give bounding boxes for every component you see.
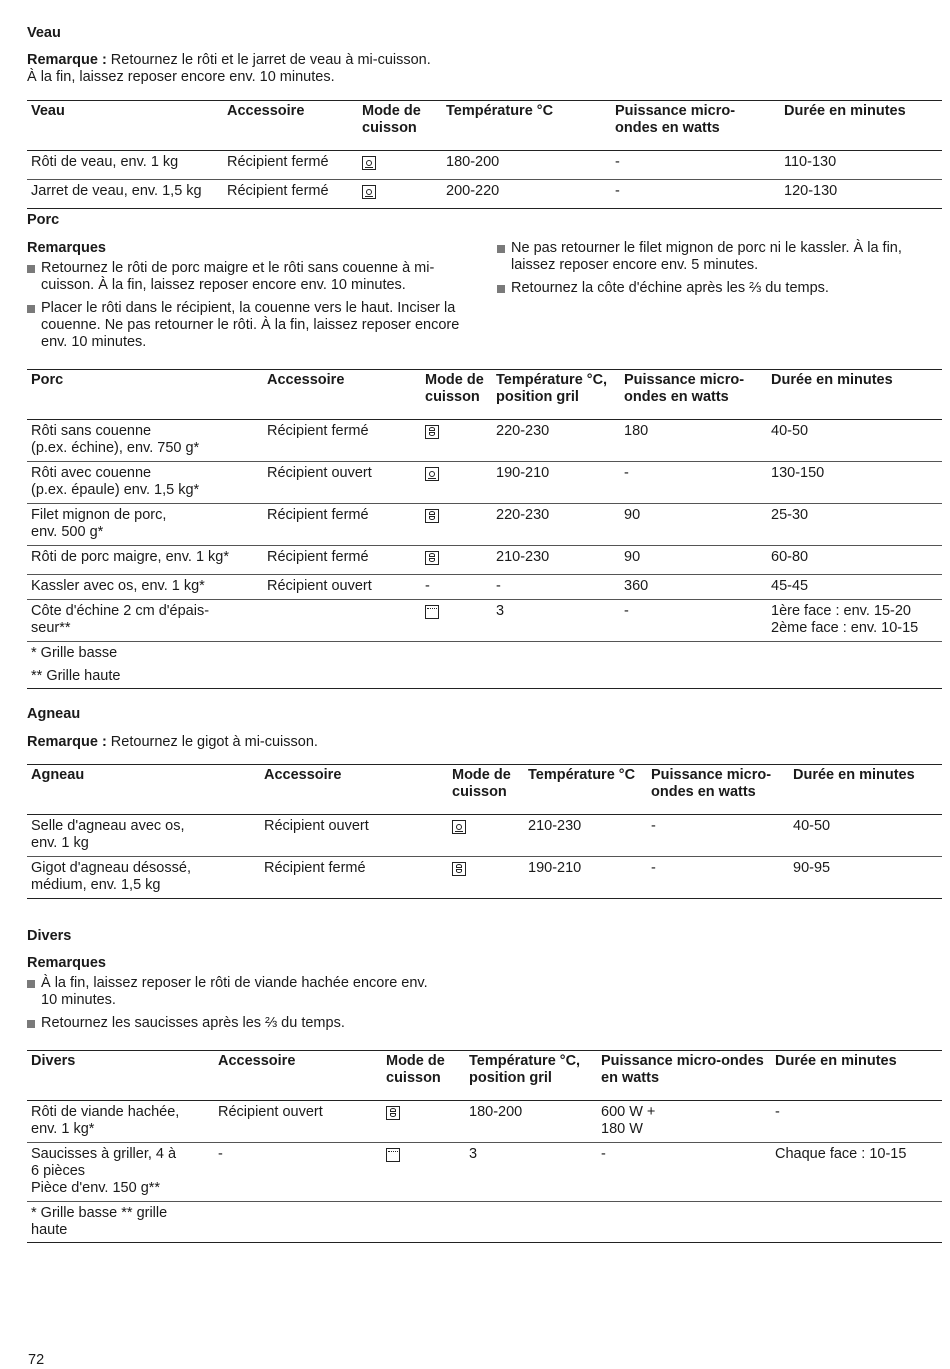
section-title-agneau: Agneau — [27, 706, 81, 722]
cell-name: Côte d'échine 2 cm d'épais- seur** — [27, 600, 263, 642]
cell-acc: Récipient ouvert — [260, 815, 448, 857]
cell-acc: - — [214, 1143, 382, 1202]
table-row — [27, 546, 942, 575]
cell-power: 90 — [620, 546, 767, 575]
table-row — [27, 815, 942, 857]
list-item: À la fin, laissez reposer le rôti de viande hachée encore env. 10 minutes. — [27, 975, 447, 1009]
agneau-note — [27, 734, 318, 751]
cell-power: - — [647, 815, 789, 857]
divers-table-wrap — [27, 1050, 942, 1243]
table-row — [27, 180, 942, 209]
cell-mode — [421, 420, 492, 462]
cell-temp: 190-210 — [492, 462, 620, 504]
porc-table-wrap — [27, 369, 942, 689]
column-header: Puissance micro-ondes en watts — [597, 1051, 771, 1101]
cell-acc: Récipient fermé — [223, 180, 358, 209]
porc-notes-label: Remarques — [27, 240, 106, 256]
hot-air-grill-icon — [386, 1106, 400, 1120]
list-item: Ne pas retourner le filet mignon de porc ni le kassler. À la fin, laissez reposer encore env. 5 minutes. — [497, 240, 942, 274]
cell-mode — [421, 462, 492, 504]
cell-mode — [421, 546, 492, 575]
cell-temp: 210-230 — [492, 546, 620, 575]
column-header: Température °C, position gril — [465, 1051, 597, 1101]
cell-dur: - — [771, 1101, 942, 1143]
column-header: Durée en minutes — [789, 765, 942, 815]
cell-power: 360 — [620, 575, 767, 600]
cell-temp: 210-230 — [524, 815, 647, 857]
hot-air-icon — [362, 156, 376, 170]
agneau-note-text: Retournez le gigot à mi-cuisson. — [106, 734, 318, 750]
cell-power: - — [611, 180, 780, 209]
cell-dur: 40-50 — [767, 420, 942, 462]
cell-name: Gigot d'agneau désossé, médium, env. 1,5 kg — [27, 857, 260, 899]
cell-mode — [382, 1101, 465, 1143]
cell-power: - — [620, 462, 767, 504]
cell-power: - — [611, 151, 780, 180]
cell-dur: 110-130 — [780, 151, 942, 180]
footnote-row — [27, 1202, 942, 1243]
footnote: * Grille basse — [31, 645, 118, 661]
footnote-row — [27, 665, 942, 689]
footnote-row — [27, 642, 942, 666]
cell-name: Rôti de viande hachée, env. 1 kg* — [27, 1101, 214, 1143]
cell-power: - — [620, 600, 767, 642]
cell-dur: 40-50 — [789, 815, 942, 857]
column-header: Température °C — [524, 765, 647, 815]
cell-power: 180 — [620, 420, 767, 462]
cell-acc: Récipient ouvert — [263, 575, 421, 600]
column-header: Durée en minutes — [780, 101, 942, 151]
cell-name: Selle d'agneau avec os, env. 1 kg — [27, 815, 260, 857]
column-header: Accessoire — [260, 765, 448, 815]
table-row — [27, 420, 942, 462]
hot-air-grill-icon — [425, 551, 439, 565]
section-title-veau: Veau — [27, 25, 61, 41]
column-header: Mode de cuisson — [421, 370, 492, 420]
table-row — [27, 151, 942, 180]
cell-power: - — [647, 857, 789, 899]
cell-dur: Chaque face : 10-15 — [771, 1143, 942, 1202]
table-header-row — [27, 765, 942, 815]
hot-air-grill-icon — [452, 862, 466, 876]
agneau-table — [27, 764, 942, 899]
table-row — [27, 504, 942, 546]
cell-acc: Récipient ouvert — [214, 1101, 382, 1143]
column-header: Température °C, position gril — [492, 370, 620, 420]
cell-temp: 3 — [492, 600, 620, 642]
cell-acc: Récipient fermé — [263, 420, 421, 462]
cell-name: Kassler avec os, env. 1 kg* — [27, 575, 263, 600]
section-title-divers: Divers — [27, 928, 72, 944]
cell-power: 90 — [620, 504, 767, 546]
cell-power: - — [597, 1143, 771, 1202]
cell-acc: Récipient fermé — [263, 504, 421, 546]
column-header: Porc — [27, 370, 263, 420]
table-row — [27, 1101, 942, 1143]
cell-temp: 220-230 — [492, 420, 620, 462]
cell-name: Jarret de veau, env. 1,5 kg — [27, 180, 223, 209]
cell-mode — [421, 600, 492, 642]
table-row — [27, 575, 942, 600]
list-item: Placer le rôti dans le récipient, la couenne vers le haut. Inciser la couenne. Ne pas retourner le rôti. À la fin, laissez reposer encore env. 10 minutes. — [27, 300, 477, 351]
veau-table — [27, 100, 942, 209]
cell-dur: 90-95 — [789, 857, 942, 899]
cell-temp: 180-200 — [465, 1101, 597, 1143]
column-header: Puissance micro-ondes en watts — [620, 370, 767, 420]
cell-dur: 120-130 — [780, 180, 942, 209]
veau-note-text: Retournez le rôti et le jarret de veau à mi-cuisson. — [106, 52, 431, 68]
table-header-row — [27, 370, 942, 420]
grill-icon — [386, 1148, 400, 1162]
cell-temp: 200-220 — [442, 180, 611, 209]
table-row — [27, 462, 942, 504]
cell-temp: 190-210 — [524, 857, 647, 899]
footnote: * Grille basse ** grille haute — [27, 1202, 942, 1243]
column-header: Puissance micro-ondes en watts — [611, 101, 780, 151]
table-header-row — [27, 101, 942, 151]
footnote: ** Grille haute — [27, 665, 942, 689]
section-title-porc: Porc — [27, 212, 60, 228]
cell-acc: Récipient ouvert — [263, 462, 421, 504]
veau-note-text2: À la fin, laissez reposer encore env. 10 minutes. — [27, 69, 335, 85]
cell-mode — [358, 151, 442, 180]
table-row — [27, 857, 942, 899]
hot-air-icon — [362, 185, 376, 199]
porc-table — [27, 369, 942, 689]
cell-acc — [263, 600, 421, 642]
column-header: Accessoire — [223, 101, 358, 151]
cell-dur: 60-80 — [767, 546, 942, 575]
cell-name: Rôti de veau, env. 1 kg — [27, 151, 223, 180]
table-header-row — [27, 1051, 942, 1101]
divers-notes — [27, 975, 447, 1038]
cell-temp: 180-200 — [442, 151, 611, 180]
cell-temp: 3 — [465, 1143, 597, 1202]
hot-air-icon — [425, 467, 439, 481]
column-header: Agneau — [27, 765, 260, 815]
agneau-table-wrap — [27, 764, 942, 899]
hot-air-grill-icon — [425, 509, 439, 523]
cell-mode — [421, 504, 492, 546]
mode-text: - — [425, 578, 430, 594]
cell-name: Rôti de porc maigre, env. 1 kg* — [27, 546, 263, 575]
divers-table — [27, 1050, 942, 1243]
column-header: Veau — [27, 101, 223, 151]
column-header: Puissance micro-ondes en watts — [647, 765, 789, 815]
list-item: Retournez la côte d'échine après les ⅔ du temps. — [497, 280, 942, 297]
cell-acc: Récipient fermé — [263, 546, 421, 575]
cell-mode — [448, 815, 524, 857]
column-header: Mode de cuisson — [358, 101, 442, 151]
cell-temp: - — [492, 575, 620, 600]
cell-name: Saucisses à griller, 4 à 6 pièces Pièce d'env. 150 g** — [27, 1143, 214, 1202]
veau-table-wrap — [27, 100, 942, 209]
veau-note — [27, 52, 431, 86]
cell-name: Rôti avec couenne (p.ex. épaule) env. 1,5 kg* — [27, 462, 263, 504]
column-header: Durée en minutes — [771, 1051, 942, 1101]
column-header: Mode de cuisson — [382, 1051, 465, 1101]
cell-name: Filet mignon de porc, env. 500 g* — [27, 504, 263, 546]
column-header: Accessoire — [263, 370, 421, 420]
cell-acc: Récipient fermé — [223, 151, 358, 180]
table-row — [27, 600, 942, 642]
hot-air-icon — [452, 820, 466, 834]
cell-dur: 1ère face : env. 15-20 2ème face : env. 10-15 — [767, 600, 942, 642]
page-number: 72 — [28, 1352, 45, 1368]
cell-dur: 25-30 — [767, 504, 942, 546]
column-header: Mode de cuisson — [448, 765, 524, 815]
cell-name: Rôti sans couenne (p.ex. échine), env. 750 g* — [27, 420, 263, 462]
cell-mode — [382, 1143, 465, 1202]
cell-power: 600 W + 180 W — [597, 1101, 771, 1143]
list-item: Retournez le rôti de porc maigre et le rôti sans couenne à mi-cuisson. À la fin, laissez reposer encore env. 10 minutes. — [27, 260, 477, 294]
cell-dur: 45-45 — [767, 575, 942, 600]
veau-note-label: Remarque : — [27, 52, 107, 68]
column-header: Accessoire — [214, 1051, 382, 1101]
column-header: Température °C — [442, 101, 611, 151]
cell-mode — [421, 575, 492, 600]
cell-acc: Récipient fermé — [260, 857, 448, 899]
column-header: Durée en minutes — [767, 370, 942, 420]
list-item: Retournez les saucisses après les ⅔ du temps. — [27, 1015, 447, 1032]
cell-mode — [358, 180, 442, 209]
hot-air-grill-icon — [425, 425, 439, 439]
cell-dur: 130-150 — [767, 462, 942, 504]
grill-icon — [425, 605, 439, 619]
cell-mode — [448, 857, 524, 899]
column-header: Divers — [27, 1051, 214, 1101]
agneau-note-label: Remarque : — [27, 734, 107, 750]
table-row — [27, 1143, 942, 1202]
divers-notes-label: Remarques — [27, 955, 106, 971]
cell-temp: 220-230 — [492, 504, 620, 546]
